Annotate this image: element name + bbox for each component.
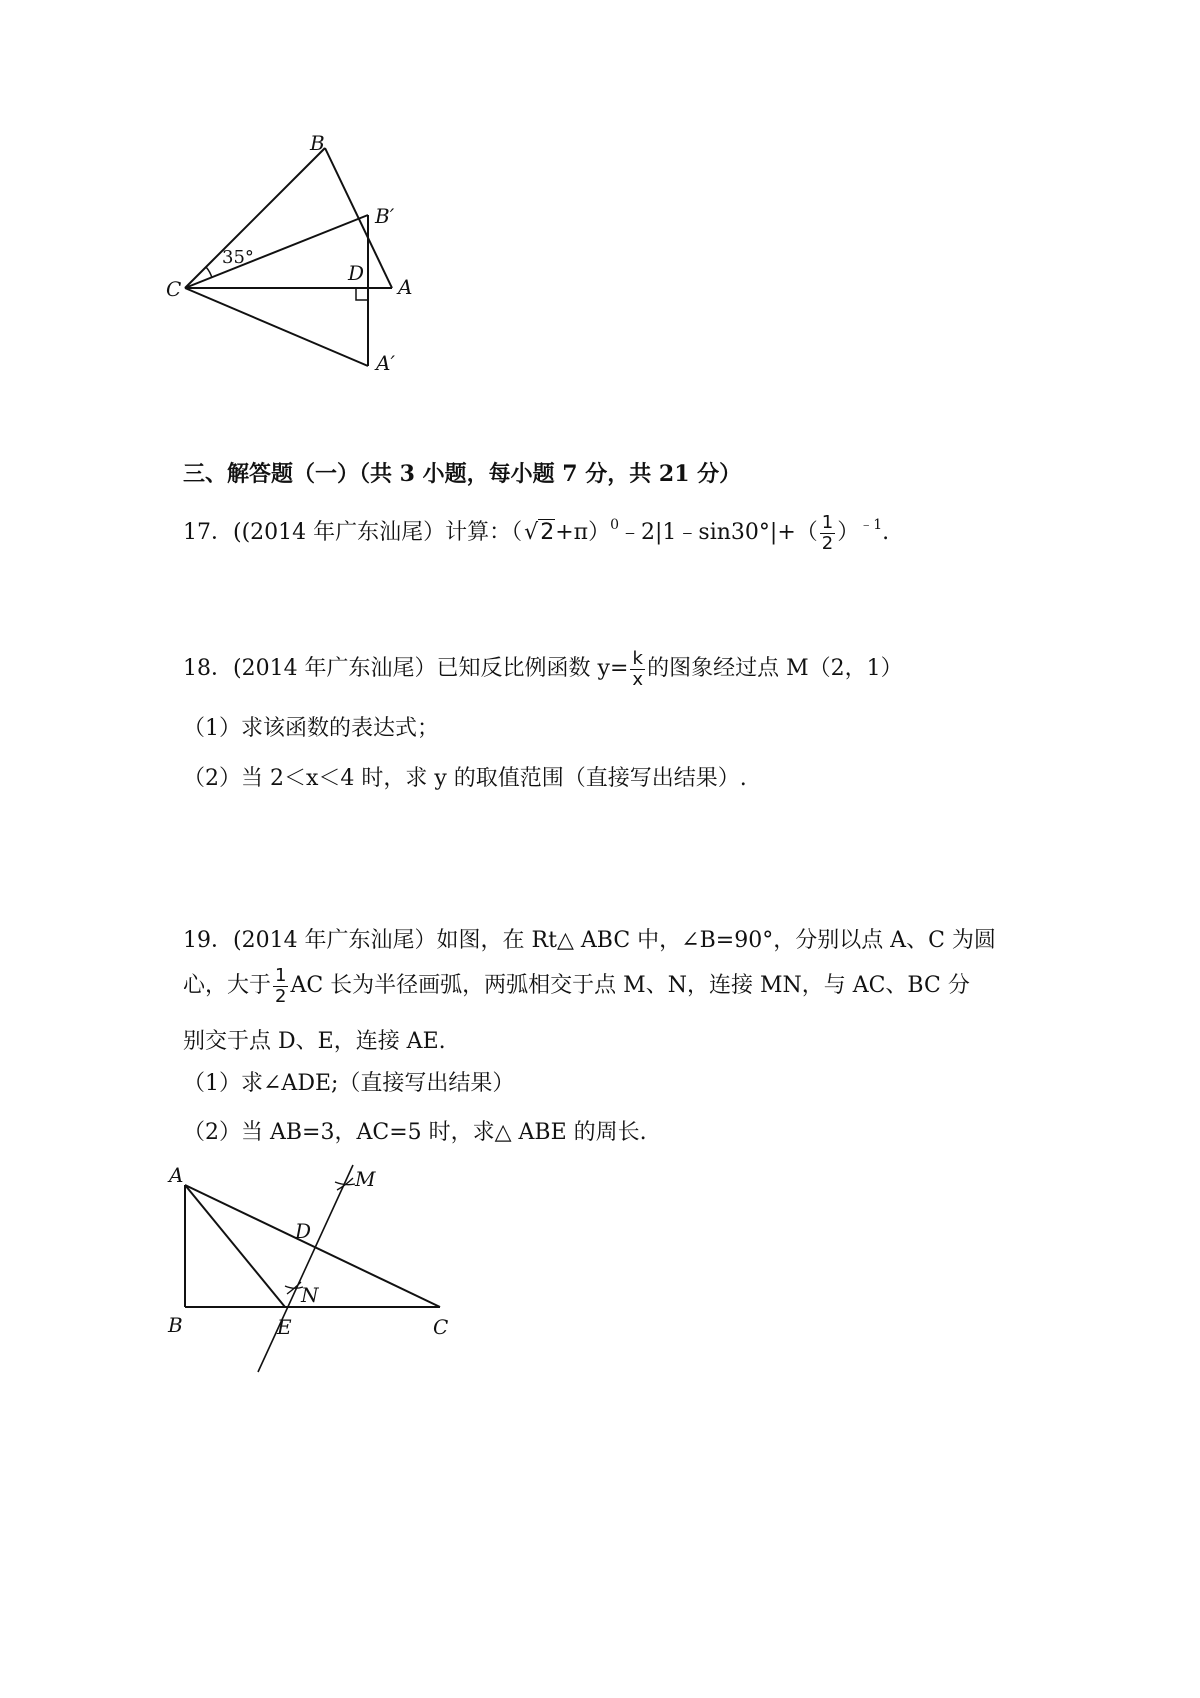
question-19-part-1: （1）求∠ADE;（直接写出结果） xyxy=(183,1071,515,1096)
q18-suffix: 的图象经过点 M（2，1） xyxy=(647,656,903,681)
section-heading: 三、解答题（一）（共 3 小题，每小题 7 分，共 21 分） xyxy=(183,461,742,487)
label-c: C xyxy=(166,277,182,301)
q19-line2-suffix: AC 长为半径画弧，两弧相交于点 M、N，连接 MN，与 AC、BC 分 xyxy=(290,973,970,998)
segment-ae xyxy=(185,1185,285,1307)
rotation-triangle-figure xyxy=(166,130,430,410)
question-19-line-2 xyxy=(183,962,970,1010)
q17-prefix: 17．((2014 年广东汕尾）计算：（ xyxy=(183,520,523,545)
line-mn xyxy=(258,1165,353,1372)
label-a-prime: A′ xyxy=(376,351,395,375)
label-a: A xyxy=(398,275,413,299)
q17-exponent-zero: 0 xyxy=(610,517,620,533)
q17-close: ） xyxy=(837,520,860,545)
q19-fraction xyxy=(273,966,288,1007)
q19-line2-prefix: 心，大于 xyxy=(183,973,272,998)
angle-arc xyxy=(206,267,212,278)
label-a: A xyxy=(169,1163,184,1187)
q18-fraction xyxy=(630,649,645,690)
q17-exponent-neg-one: ﹣1 xyxy=(859,517,883,533)
q17-end: . xyxy=(882,520,890,545)
q17-fraction xyxy=(820,513,835,554)
label-b: B xyxy=(310,131,325,155)
angle-label-35: 35° xyxy=(222,247,254,268)
label-e: E xyxy=(277,1315,292,1339)
q18-prefix: 18．(2014 年广东汕尾）已知反比例函数 y= xyxy=(183,656,629,681)
question-17 xyxy=(183,503,889,555)
question-18-part-2: （2）当 2＜x＜4 时，求 y 的取值范围（直接写出结果）. xyxy=(183,766,747,791)
q17-middle: ﹣2|1﹣sin30°|+（ xyxy=(619,520,818,545)
question-19-line-3: 别交于点 D、E，连接 AE. xyxy=(183,1029,446,1054)
q18-fraction-numerator: k xyxy=(630,649,645,670)
question-18-part-1: （1）求该函数的表达式； xyxy=(183,716,439,741)
q17-fraction-denominator: 2 xyxy=(821,532,834,554)
sqrt-expression xyxy=(524,511,555,555)
label-m: M xyxy=(355,1167,376,1191)
label-b: B xyxy=(168,1313,183,1337)
right-angle-marker xyxy=(356,288,368,300)
sqrt-symbol: √ xyxy=(524,520,539,545)
question-18 xyxy=(183,647,903,691)
label-n: N xyxy=(301,1283,319,1307)
label-d: D xyxy=(348,261,365,285)
q18-fraction-denominator: x xyxy=(632,668,644,690)
label-d: D xyxy=(295,1219,312,1243)
question-19-part-2: （2）当 AB=3，AC=5 时，求△ ABE 的周长. xyxy=(183,1120,647,1145)
q17-after-sqrt: +π） xyxy=(555,520,611,545)
sqrt-radicand: 2 xyxy=(540,520,555,545)
question-19-line-1: 19．(2014 年广东汕尾）如图，在 Rt△ ABC 中，∠B=90°，分别以点 A、C 为圆 xyxy=(183,928,996,953)
label-c: C xyxy=(433,1315,449,1339)
q19-fraction-numerator: 1 xyxy=(275,964,287,986)
label-b-prime: B′ xyxy=(375,204,395,228)
q17-fraction-numerator: 1 xyxy=(821,511,834,533)
segment-ca-prime xyxy=(185,288,368,366)
q19-fraction-denominator: 2 xyxy=(275,985,287,1007)
perpendicular-bisector-figure xyxy=(165,1160,475,1385)
